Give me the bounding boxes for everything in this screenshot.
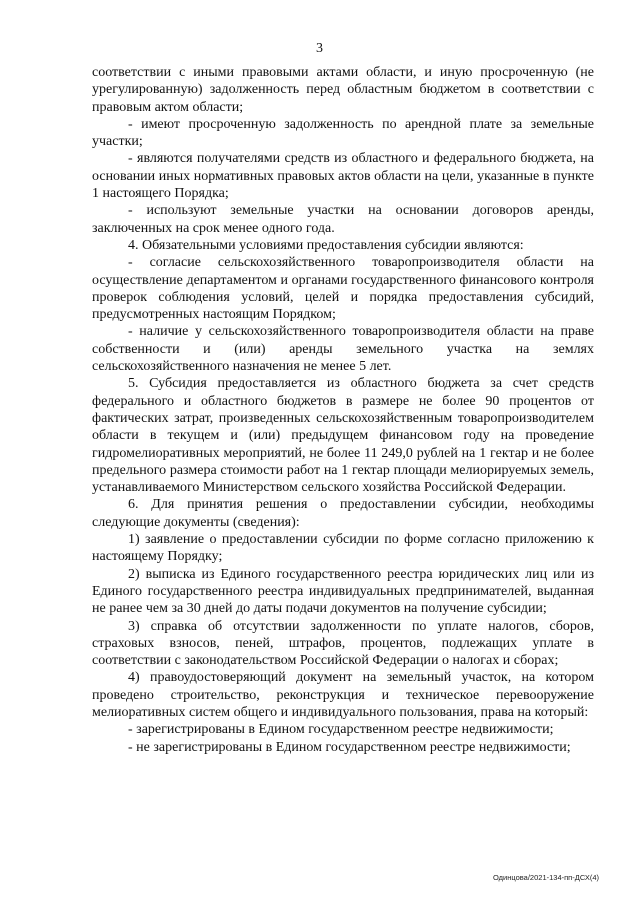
document-body xyxy=(92,64,594,756)
page-number: 3 xyxy=(316,41,323,56)
paragraph-budget-recipients: - являются получателями средств из областного и федерального бюджета, на основании иных нормативных правовых актов области на цели, указанные в пункте 1 настоящего Порядка; xyxy=(92,151,594,202)
paragraph-land-ownership: - наличие у сельскохозяйственного товаропроизводителя области на праве собственности и (или) аренды земельного участка на землях сельскохозяйственного назначения не менее 5 лет. xyxy=(92,324,594,375)
paragraph-section-5: 5. Субсидия предоставляется из областного бюджета за счет средств федерального и областного бюджетов в размере не более 90 процентов от фактических затрат, произведенных сельскохозяйственным товаропроизводителем области в текущем и (или) предыдущем финансовом году на проведение гидромелиоративных мероприятий, не более 11 249,0 рублей на 1 гектар и не более предельного размера стоимости работ на 1 гектар площади мелиорируемых земель, устанавливаемого Министерством сельского хозяйства Российской Федерации. xyxy=(92,376,594,496)
paragraph-rent-debt: - имеют просроченную задолженность по арендной плате за земельные участки; xyxy=(92,116,594,150)
paragraph-registered: - зарегистрированы в Едином государственном реестре недвижимости; xyxy=(128,722,554,738)
paragraph-item-4: 4) правоудостоверяющий документ на земельный участок, на котором проведено строительство, реконструкция и техническое перевооружение мелиоративных систем общего и индивидуального пользования, права на который: xyxy=(92,670,594,720)
paragraph-consent: - согласие сельскохозяйственного товаропроизводителя области на осуществление департаментом и органами государственного финансового контроля проверок соблюдения условий, целей и порядка предоставления субсидий, предусмотренных настоящим Порядком; xyxy=(92,255,594,323)
paragraph-lease-term: - используют земельные участки на основании договоров аренды, заключенных на срок менее одного года. xyxy=(92,203,594,236)
paragraph-not-registered: - не зарегистрированы в Едином государственном реестре недвижимости; xyxy=(128,739,571,755)
paragraph-section-6: 6. Для принятия решения о предоставлении субсидии, необходимы следующие документы (сведения): xyxy=(92,497,594,530)
paragraph-continuation: соответствии с иными правовыми актами области, и иную просроченную (не урегулированную) задолженность перед областным бюджетом в соответствии с правовым актом области; xyxy=(92,65,594,115)
paragraph-section-4: 4. Обязательными условиями предоставления субсидии являются: xyxy=(128,237,524,253)
document-footer-code: Одинцова/2021-134-пп-ДСХ(4) xyxy=(493,873,599,882)
paragraph-item-3: 3) справка об отсутствии задолженности по уплате налогов, сборов, страховых взносов, пеней, штрафов, процентов, подлежащих уплате в соответствии с законодательством Российской Федерации о налогах и сборах; xyxy=(92,618,594,669)
paragraph-item-2: 2) выписка из Единого государственного реестра юридических лиц или из Единого государственного реестра индивидуальных предпринимателей, выданная не ранее чем за 30 дней до даты подачи документов на получение субсидии; xyxy=(92,566,594,617)
paragraph-item-1: 1) заявление о предоставлении субсидии по форме согласно приложению к настоящему Порядку; xyxy=(92,532,594,565)
